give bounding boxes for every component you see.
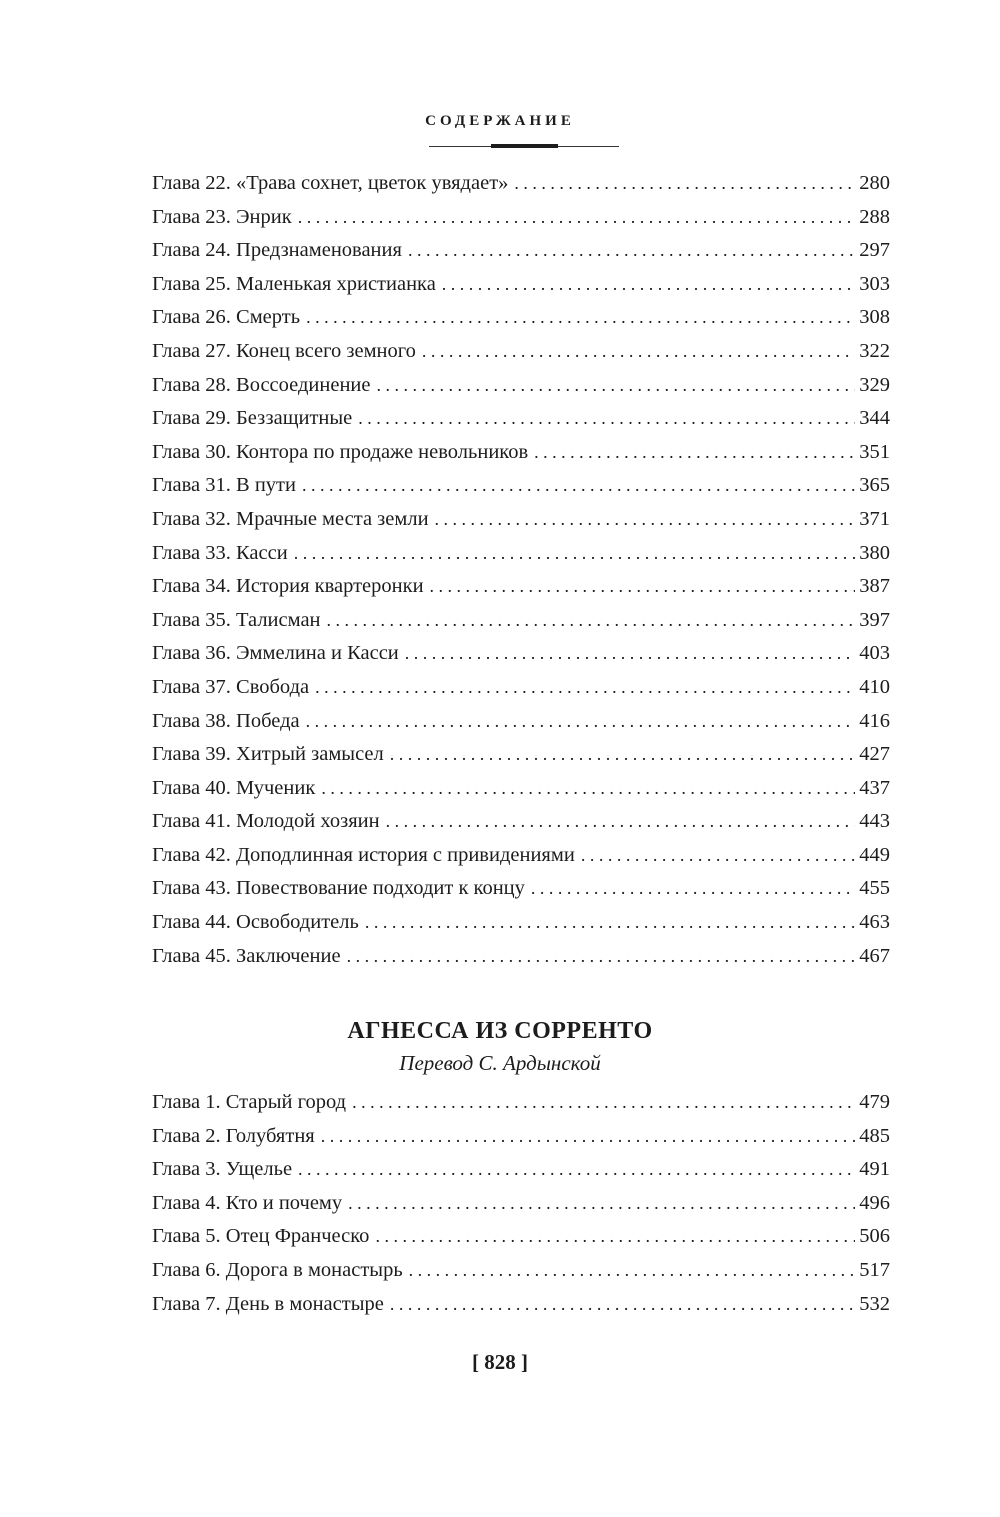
toc-entry-page: 410 (859, 675, 890, 698)
toc-entry (152, 407, 890, 441)
toc-dot-leader (375, 1226, 855, 1247)
toc-entry-page: 380 (859, 541, 890, 564)
toc-dot-leader (405, 643, 855, 664)
toc-entry (152, 1293, 890, 1327)
toc-entry-title: Глава 5. Отец Франческо (152, 1225, 370, 1248)
toc-entry-title: Глава 32. Мрачные места земли (152, 507, 429, 530)
toc-entry-page: 427 (859, 743, 890, 766)
toc-dot-leader (435, 509, 856, 530)
toc-dot-leader (352, 1092, 855, 1113)
toc-entry (152, 1091, 890, 1125)
toc-entry-title: Глава 30. Контора по продаже невольников (152, 440, 529, 463)
toc-entry (152, 542, 890, 576)
toc-entry-title: Глава 34. История квартеронки (152, 575, 424, 598)
toc-entry-page: 371 (859, 507, 890, 530)
toc-entry (152, 844, 890, 878)
toc-entry-title: Глава 24. Предзнаменования (152, 239, 402, 262)
toc-entry (152, 340, 890, 374)
toc-entry-page: 496 (859, 1191, 890, 1214)
toc-entry-title: Глава 2. Голубятня (152, 1124, 315, 1147)
toc-entry-title: Глава 6. Дорога в монастырь (152, 1258, 403, 1281)
toc-entry-title: Глава 39. Хитрый замысел (152, 743, 384, 766)
toc-entry (152, 575, 890, 609)
toc-dot-leader (298, 207, 856, 228)
toc-entry (152, 474, 890, 508)
toc-dot-leader (581, 845, 855, 866)
toc-dot-leader (358, 408, 855, 429)
toc-dot-leader (321, 1126, 856, 1147)
toc-dot-leader (422, 341, 855, 362)
header-divider-accent (491, 144, 558, 148)
toc-entry-page: 506 (859, 1225, 890, 1248)
toc-entry (152, 1125, 890, 1159)
toc-entry-title: Глава 40. Мученик (152, 776, 316, 799)
section-title: АГНЕССА ИЗ СОРРЕНТО (347, 1018, 653, 1044)
toc-entry-page: 297 (859, 239, 890, 262)
toc-entry-page: 322 (859, 339, 890, 362)
toc-entry-title: Глава 26. Смерть (152, 306, 301, 329)
toc-entry (152, 1158, 890, 1192)
toc-entry-title: Глава 4. Кто и почему (152, 1191, 343, 1214)
toc-entry-page: 485 (859, 1124, 890, 1147)
toc-dot-leader (306, 711, 856, 732)
toc-entry (152, 777, 890, 811)
table-of-contents-part2 (152, 1091, 890, 1326)
toc-dot-leader (298, 1159, 855, 1180)
toc-dot-leader (514, 173, 855, 194)
toc-entry-page: 329 (859, 373, 890, 396)
toc-entry (152, 273, 890, 307)
toc-entry-title: Глава 27. Конец всего земного (152, 339, 416, 362)
toc-entry-title: Глава 44. Освободитель (152, 911, 359, 934)
toc-entry-title: Глава 33. Касси (152, 541, 288, 564)
toc-entry (152, 441, 890, 475)
toc-entry-page: 280 (859, 172, 890, 194)
toc-dot-leader (531, 878, 855, 899)
toc-entry (152, 642, 890, 676)
toc-entry-page: 455 (859, 877, 890, 900)
toc-entry (152, 508, 890, 542)
toc-entry-title: Глава 22. «Трава сохнет, цветок увядает» (152, 172, 509, 194)
toc-entry-page: 344 (859, 407, 890, 430)
toc-entry-title: Глава 1. Старый город (152, 1091, 347, 1113)
toc-entry-page: 479 (859, 1091, 890, 1113)
toc-entry (152, 743, 890, 777)
toc-entry (152, 306, 890, 340)
toc-entry-title: Глава 29. Беззащитные (152, 407, 353, 430)
table-of-contents-part1 (152, 172, 890, 978)
toc-entry-title: Глава 36. Эммелина и Касси (152, 642, 399, 665)
toc-dot-leader (408, 240, 855, 261)
page-header-title: СОДЕРЖАНИЕ (425, 113, 575, 129)
toc-entry-page: 397 (859, 608, 890, 631)
toc-entry (152, 1192, 890, 1226)
toc-dot-leader (386, 811, 856, 832)
toc-entry (152, 172, 890, 206)
toc-entry-page: 288 (859, 205, 890, 228)
toc-entry (152, 609, 890, 643)
toc-entry-page: 365 (859, 474, 890, 497)
toc-dot-leader (409, 1260, 856, 1281)
toc-entry-title: Глава 45. Заключение (152, 944, 341, 967)
toc-entry (152, 206, 890, 240)
toc-dot-leader (306, 307, 855, 328)
toc-entry-title: Глава 7. День в монастыре (152, 1292, 384, 1315)
toc-dot-leader (315, 677, 855, 698)
toc-entry-page: 449 (859, 843, 890, 866)
toc-entry-page: 463 (859, 911, 890, 934)
toc-entry-title: Глава 31. В пути (152, 474, 296, 497)
toc-entry-title: Глава 23. Энрик (152, 205, 292, 228)
toc-dot-leader (327, 610, 856, 631)
toc-entry (152, 710, 890, 744)
toc-dot-leader (348, 1193, 855, 1214)
toc-entry-page: 443 (859, 810, 890, 833)
toc-entry-page: 387 (859, 575, 890, 598)
toc-entry-page: 416 (859, 709, 890, 732)
toc-entry-page: 351 (859, 440, 890, 463)
toc-entry-title: Глава 41. Молодой хозяин (152, 810, 380, 833)
toc-entry (152, 1259, 890, 1293)
toc-dot-leader (377, 375, 856, 396)
toc-entry (152, 1225, 890, 1259)
page-number: [ 828 ] (472, 1350, 528, 1374)
toc-entry-title: Глава 42. Доподлинная история с привидениями (152, 843, 575, 866)
toc-entry-page: 517 (859, 1258, 890, 1281)
toc-entry-title: Глава 38. Победа (152, 709, 300, 732)
toc-entry-title: Глава 25. Маленькая христианка (152, 272, 436, 295)
toc-entry-page: 308 (859, 306, 890, 329)
toc-entry-page: 437 (859, 776, 890, 799)
toc-dot-leader (321, 778, 855, 799)
toc-entry (152, 810, 890, 844)
toc-entry-page: 491 (859, 1158, 890, 1181)
toc-entry-title: Глава 35. Талисман (152, 608, 321, 631)
toc-entry-title: Глава 3. Ущелье (152, 1158, 293, 1181)
toc-entry-title: Глава 37. Свобода (152, 675, 310, 698)
toc-dot-leader (347, 946, 856, 967)
toc-entry-title: Глава 43. Повествование подходит к концу (152, 877, 525, 900)
toc-entry-page: 467 (859, 944, 890, 967)
toc-entry (152, 676, 890, 710)
toc-dot-leader (302, 475, 855, 496)
toc-dot-leader (365, 912, 855, 933)
toc-dot-leader (534, 442, 855, 463)
toc-entry (152, 239, 890, 273)
toc-entry (152, 911, 890, 945)
toc-entry-page: 532 (859, 1292, 890, 1315)
toc-dot-leader (390, 744, 856, 765)
toc-dot-leader (442, 274, 855, 295)
toc-dot-leader (294, 543, 856, 564)
toc-entry (152, 374, 890, 408)
toc-entry (152, 945, 890, 979)
toc-dot-leader (430, 576, 856, 597)
section-subtitle: Перевод С. Ардынской (399, 1051, 601, 1075)
toc-dot-leader (390, 1294, 855, 1315)
toc-entry-title: Глава 28. Воссоединение (152, 373, 371, 396)
toc-entry-page: 403 (859, 642, 890, 665)
toc-entry (152, 877, 890, 911)
toc-entry-page: 303 (859, 272, 890, 295)
